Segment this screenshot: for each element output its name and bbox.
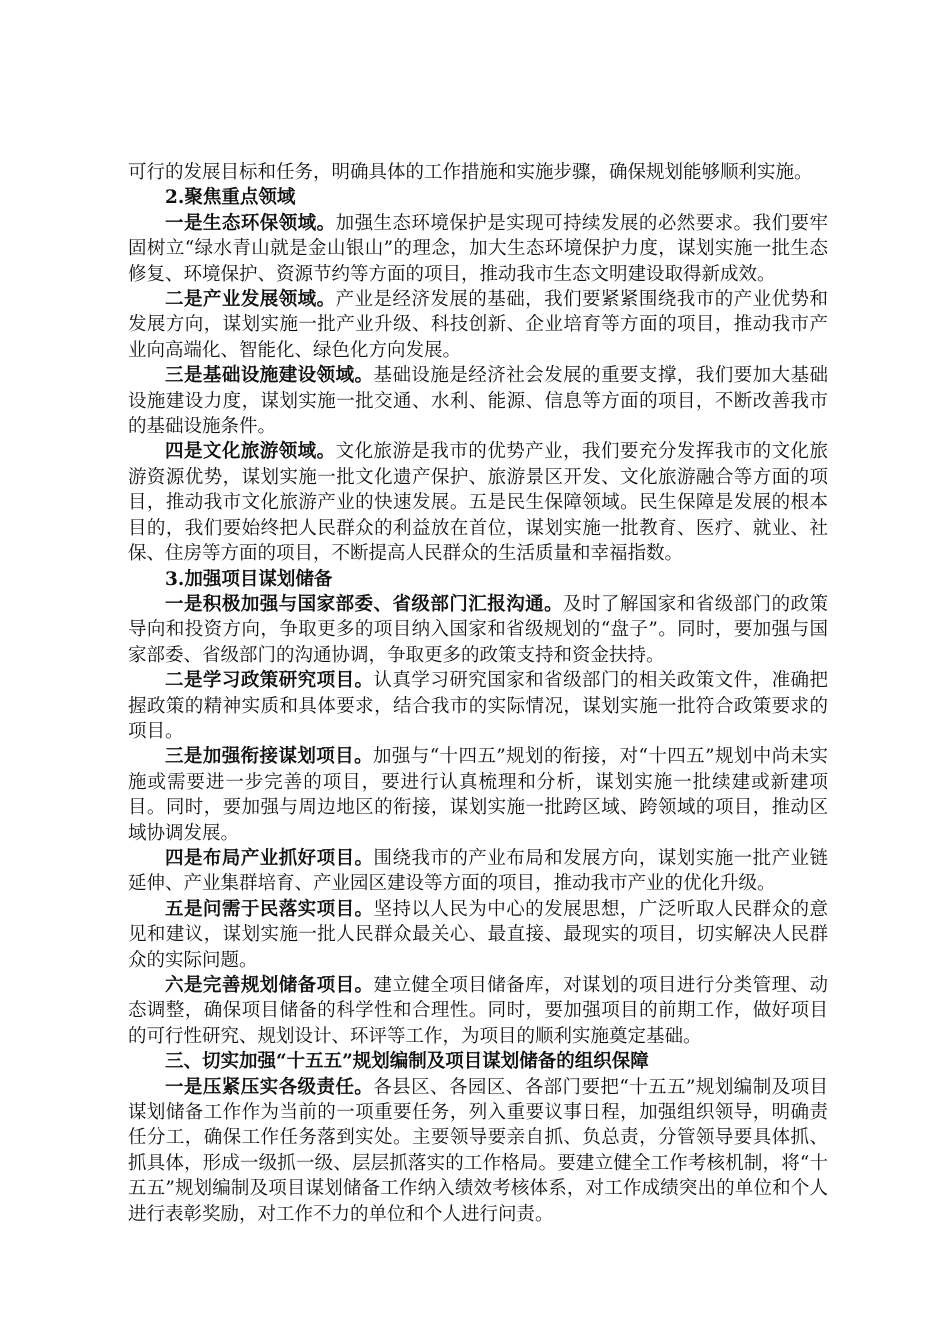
paragraph-lead: 三是加强衔接谋划项目。 [165, 746, 373, 768]
document-page [128, 160, 828, 1227]
paragraph-lead: 二是产业发展领域。 [165, 289, 336, 311]
section-heading-project-reserve: 3.加强项目谋划储备 [165, 568, 333, 590]
paragraph-policy-study [128, 668, 828, 744]
paragraph-coordination [128, 744, 828, 846]
paragraph-body: 可行的发展目标和任务，明确具体的工作措施和实施步骤，确保规划能够顺利实施。 [128, 162, 813, 183]
paragraph-body: 加强与“十四五”规划的衔接，对“十四五”规划中尚未实施或需要进一步完善的项目，要进行认真梳理和分析，谋划实施一批续建或新建项目。同时，要加强与周边地区的衔接，谋划实施一批跨区域、跨领域的项目，推动区域协调发展。 [128, 746, 828, 844]
paragraph-lead: 二是学习政策研究项目。 [165, 670, 374, 692]
paragraph-body: 产业是经济发展的基础，我们要紧紧围绕我市的产业优势和发展方向，谋划实施一批产业升级、科技创新、企业培育等方面的项目，推动我市产业向高端化、智能化、绿色化方向发展。 [128, 289, 828, 361]
section-heading-focus-areas: 2.聚焦重点领域 [165, 187, 296, 209]
paragraph-continuation [128, 160, 828, 185]
paragraph-culture-tourism [128, 439, 828, 566]
paragraph-lead: 一是压紧压实各级责任。 [165, 1076, 374, 1098]
paragraph-industry-layout [128, 846, 828, 897]
paragraph-lead: 三是基础设施建设领域。 [165, 365, 374, 387]
paragraph-infrastructure [128, 363, 828, 439]
paragraph-communication [128, 592, 828, 668]
paragraph-body: 各县区、各园区、各部门要把“十五五”规划编制及项目谋划储备工作作为当前的一项重要任务，列入重要议事日程，加强组织领导，明确责任分工，确保工作任务落到实处。主要领导要亲自抓、负总责，分管领导要具体抓、抓具体，形成一级抓一级、层层抓落实的工作格局。要建立健全工作考核机制，将“十五五”规划编制及项目谋划储备工作纳入绩效考核体系，对工作成绩突出的单位和个人进行表彰奖励，对工作不力的单位和个人进行问责。 [128, 1076, 828, 1225]
paragraph-body: 围绕我市的产业布局和发展方向，谋划实施一批产业链延伸、产业集群培育、产业园区建设等方面的项目，推动我市产业的优化升级。 [128, 847, 828, 895]
paragraph-lead: 四是文化旅游领域。 [165, 441, 336, 463]
paragraph-lead: 四是布局产业抓好项目。 [165, 847, 374, 869]
paragraph-responsibility [128, 1075, 828, 1227]
paragraph-public-needs [128, 897, 828, 973]
paragraph-body: 建立健全项目储备库，对谋划的项目进行分类管理、动态调整，确保项目储备的科学性和合理性。同时，要加强项目的前期工作，做好项目的可行性研究、规划设计、环评等工作，为项目的顺利实施奠定基础。 [128, 975, 828, 1047]
paragraph-body: 加强生态环境保护是实现可持续发展的必然要求。我们要牢固树立“绿水青山就是金山银山”的理念，加大生态环境保护力度，谋划实施一批生态修复、环境保护、资源节约等方面的项目，推动我市生态文明建设取得新成效。 [128, 212, 828, 285]
paragraph-industry [128, 287, 828, 363]
paragraph-body: 基础设施是经济社会发展的重要支撑，我们要加大基础设施建设力度，谋划实施一批交通、水利、能源、信息等方面的项目，不断改善我市的基础设施条件。 [128, 365, 828, 438]
paragraph-body: 认真学习研究国家和省级部门的相关政策文件，准确把握政策的精神实质和具体要求，结合我市的实际情况，谋划实施一批符合政策要求的项目。 [128, 670, 828, 742]
section-heading-organizational-guarantee: 三、切实加强“十五五”规划编制及项目谋划储备的组织保障 [165, 1051, 649, 1073]
paragraph-lead: 一是生态环保领域。 [165, 212, 336, 234]
paragraph-lead: 一是积极加强与国家部委、省级部门汇报沟通。 [165, 593, 564, 615]
paragraph-lead: 五是问需于民落实项目。 [165, 898, 374, 920]
paragraph-body: 及时了解国家和省级部门的政策导向和投资方向，争取更多的项目纳入国家和省级规划的“盘子”。同时，要加强与国家部委、省级部门的沟通协调，争取更多的政策支持和资金扶持。 [128, 593, 828, 666]
paragraph-lead: 六是完善规划储备项目。 [165, 975, 374, 996]
paragraph-reserve-improvement [128, 973, 828, 1049]
paragraph-body: 坚持以人民为中心的发展思想，广泛听取人民群众的意见和建议，谋划实施一批人民群众最关心、最直接、最现实的项目，切实解决人民群众的实际问题。 [128, 898, 828, 971]
paragraph-body: 文化旅游是我市的优势产业，我们要充分发挥我市的文化旅游资源优势，谋划实施一批文化遗产保护、旅游景区开发、文化旅游融合等方面的项目，推动我市文化旅游产业的快速发展。五是民生保障领域。民生保障是发展的根本目的，我们要始终把人民群众的利益放在首位，谋划实施一批教育、医疗、就业、社保、住房等方面的项目，不断提高人民群众的生活质量和幸福指数。 [128, 441, 828, 565]
paragraph-ecology [128, 211, 828, 287]
